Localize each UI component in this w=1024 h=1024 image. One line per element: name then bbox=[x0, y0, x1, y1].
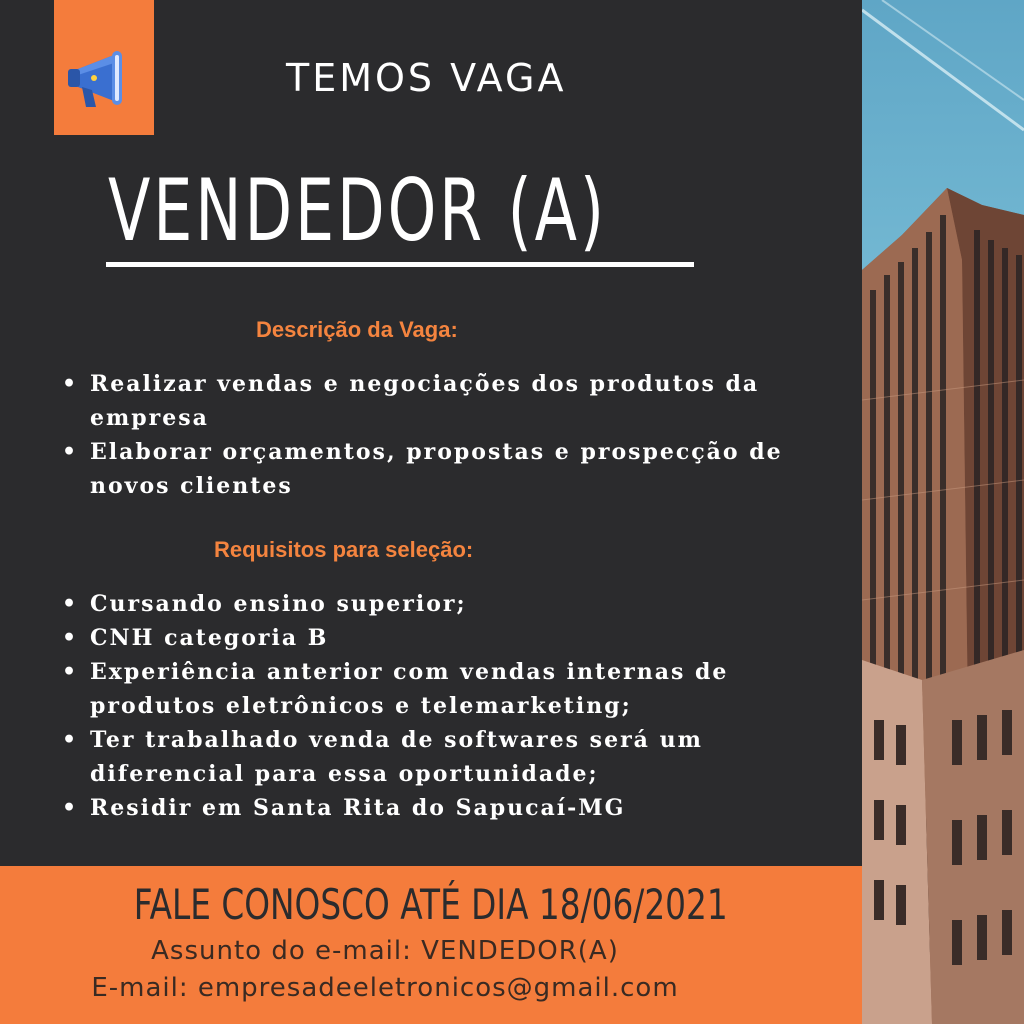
building-photo bbox=[862, 0, 1024, 1024]
list-item: • Cursando ensino superior; bbox=[60, 587, 820, 621]
list-item: • Elaborar orçamentos, propostas e prospecção de novos clientes bbox=[60, 435, 820, 503]
description-list bbox=[60, 367, 820, 503]
requirements-list bbox=[60, 587, 820, 825]
list-item: • Residir em Santa Rita do Sapucaí-MG bbox=[60, 791, 820, 825]
megaphone-icon bbox=[64, 45, 144, 115]
contact-deadline bbox=[0, 880, 862, 929]
list-item: • Ter trabalhado venda de softwares será um diferencial para essa oportunidade; bbox=[60, 723, 820, 791]
icon-box bbox=[54, 0, 154, 135]
description-heading: Descrição da Vaga: bbox=[256, 317, 458, 342]
email-subject: Assunto do e-mail: VENDEDOR(A) bbox=[151, 936, 619, 966]
requirements-heading: Requisitos para seleção: bbox=[214, 537, 474, 562]
hiring-kicker: TEMOS VAGA bbox=[286, 56, 567, 100]
title-underline bbox=[106, 262, 694, 267]
contact-footer bbox=[0, 866, 862, 1024]
contact-deadline-text: FALE CONOSCO ATÉ DIA 18/06/2021 bbox=[134, 880, 728, 929]
job-title: VENDEDOR (A) bbox=[108, 161, 607, 261]
list-item: • Experiência anterior com vendas internas de produtos eletrônicos e telemarketing; bbox=[60, 655, 820, 723]
email-address: E-mail: empresadeeletronicos@gmail.com bbox=[91, 973, 679, 1003]
list-item: • Realizar vendas e negociações dos produtos da empresa bbox=[60, 367, 820, 435]
list-item: • CNH categoria B bbox=[60, 621, 820, 655]
